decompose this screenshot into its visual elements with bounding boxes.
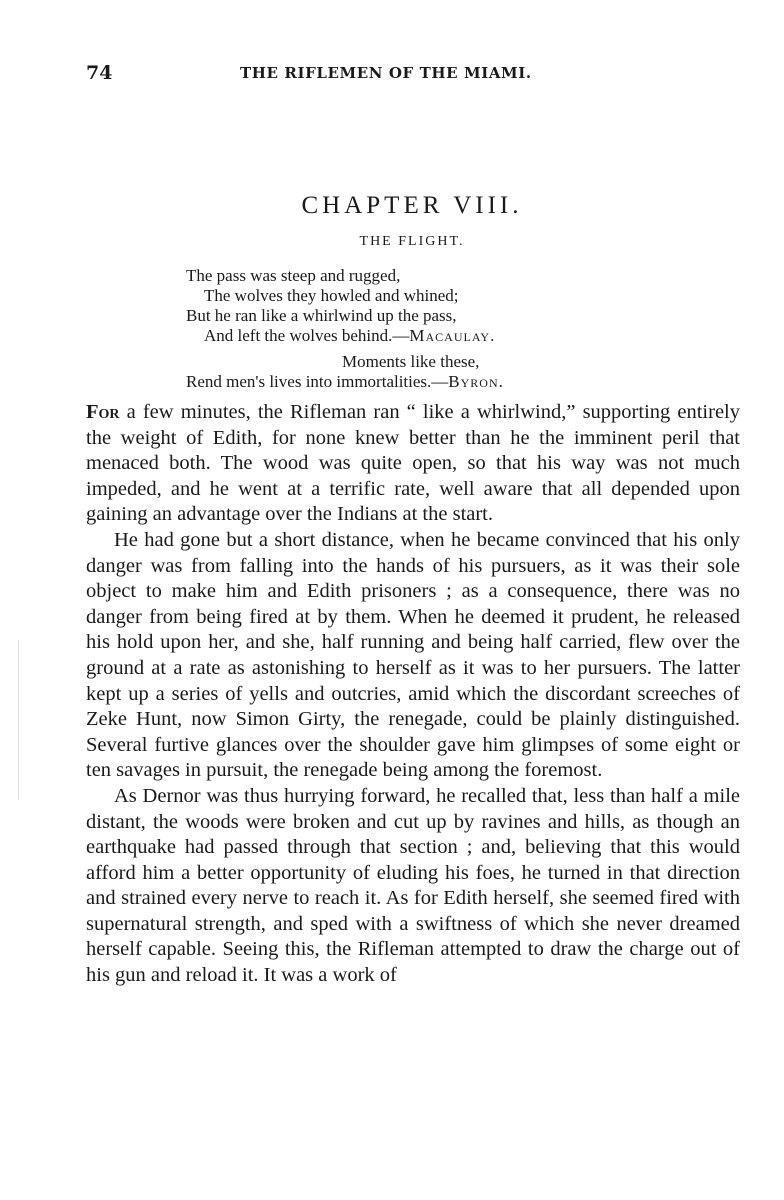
chapter-title: CHAPTER VIII. (301, 192, 523, 219)
epigraph-line: The wolves they howled and whined; (204, 286, 459, 305)
epigraph-line-last (186, 372, 504, 392)
epigraph-attribution: Macaulay. (409, 326, 496, 345)
opening-word: For (86, 401, 120, 423)
page-edge-mark (18, 640, 19, 800)
page-number: 74 (86, 62, 113, 84)
epigraph-text: And left the wolves behind.— (204, 326, 410, 345)
epigraph-line: But he ran like a whirlwind up the pass, (186, 306, 457, 325)
epigraph-line: The pass was steep and rugged, (186, 266, 401, 285)
epigraph-attribution: Byron. (448, 372, 504, 391)
paragraph-text: a few minutes, the Rifleman ran “ like a whirlwind,” supporting entirely the weight of Edith, for none knew better than he the imminent peril that menaced both. The wood was quite open, so that his way was not much impeded, and he went at a terrific rate, well aware that all depended upon gaining an advantage over the Indians at the start. (86, 401, 740, 526)
chapter-body (86, 400, 740, 989)
epigraph-line: Moments like these, (342, 352, 480, 371)
paragraph: He had gone but a short distance, when he became convinced that his only danger was from falling into the hands of his pursuers, as it was their sole object to make him and Edith prisoners ; as a consequence, there was no danger from being fired at by them. When he deemed it prudent, he released his hold upon her, and she, half running and being half carried, flew over the ground at a rate as astonishing to herself as it was to her pursuers. The latter kept up a series of yells and outcries, amid which the discordant screeches of Zeke Hunt, now Simon Girty, the renegade, could be plainly distinguished. Several furtive glances over the shoulder gave him glimpses of some eight or ten savages in pursuit, the renegade being among the foremost. (86, 528, 740, 782)
running-head (86, 62, 738, 88)
epigraph-line-last (204, 326, 495, 346)
chapter-subtitle: THE FLIGHT. (359, 234, 465, 249)
paragraph: As Dernor was thus hurrying forward, he recalled that, less than half a mile distant, the woods were broken and cut up by ravines and hills, as though an earthquake had passed through that section ; and, believing that this would afford him a better opportunity of eluding his foes, he turned in that direction and strained every nerve to reach it. As for Edith herself, she seemed fired with supernatural strength, and sped with a swiftness of which she never dreamed herself capable. Seeing this, the Rifleman attempted to draw the charge out of his gun and reload it. It was a work of (86, 784, 740, 987)
epigraph-text: Rend men's lives into immortalities.— (186, 372, 449, 391)
paragraph (86, 400, 740, 528)
running-title: THE RIFLEMEN OF THE MIAMI. (240, 64, 532, 82)
